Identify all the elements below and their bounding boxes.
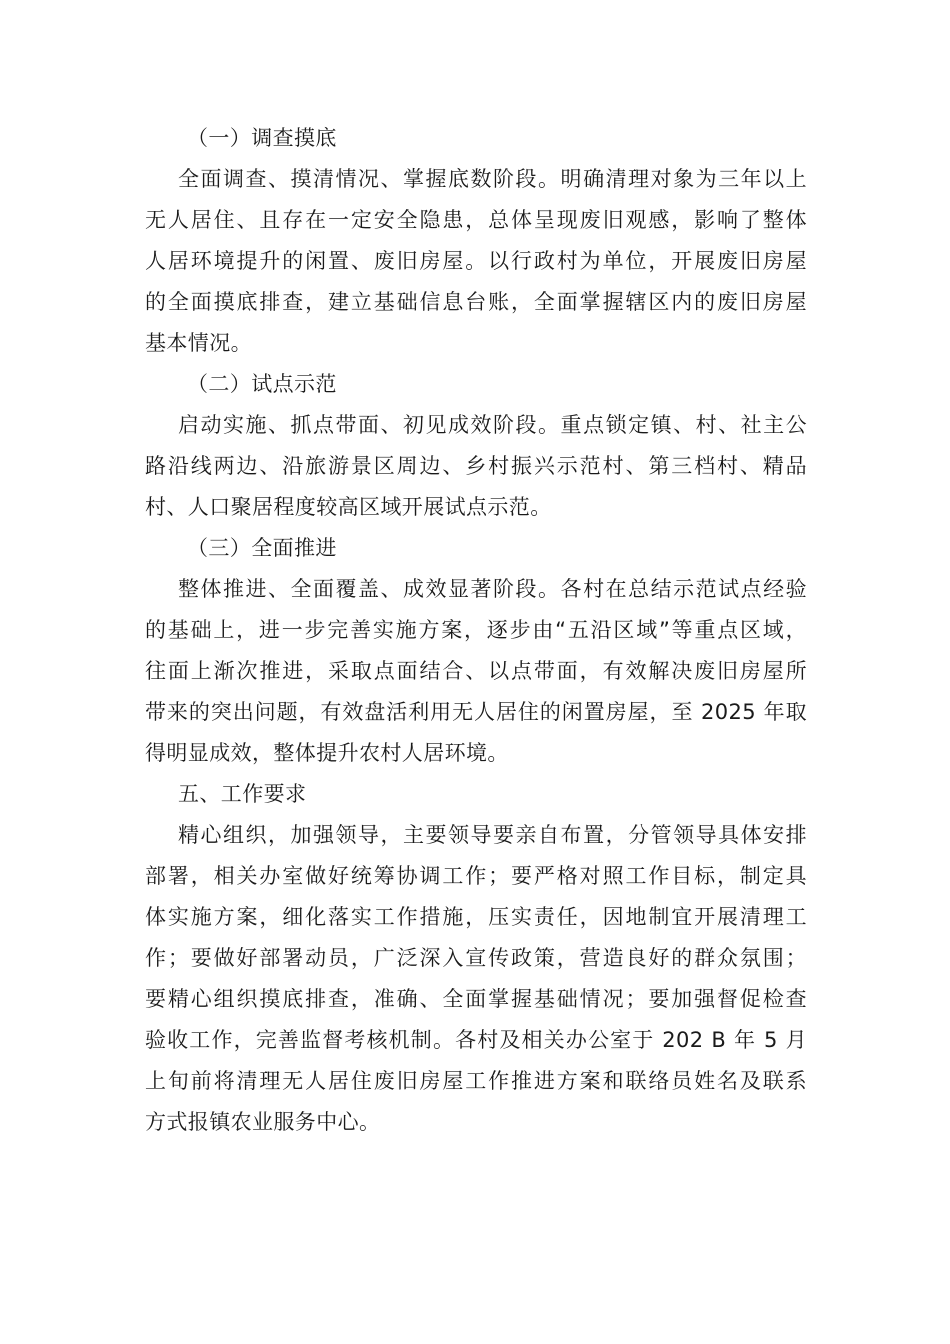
paragraph-line: 方式报镇农业服务中心。 xyxy=(145,1110,381,1134)
paragraph-line: 上旬前将清理无人居住废旧房屋工作推进方案和联络员姓名及联系 xyxy=(145,1069,807,1093)
paragraph-line: 部署，相关办室做好统筹协调工作；要严格对照工作目标，制定具 xyxy=(145,864,807,888)
document-page xyxy=(145,118,807,1143)
paragraph-line: 往面上渐次推进，采取点面结合、以点带面，有效解决废旧房屋所 xyxy=(145,659,807,683)
paragraph-line: 人居环境提升的闲置、废旧房屋。以行政村为单位，开展废旧房屋 xyxy=(145,249,807,273)
paragraph-line: 验收工作，完善监督考核机制。各村及相关办公室于 202 B 年 5 月 xyxy=(145,1028,807,1052)
paragraph-line: 要精心组织摸底排查，准确、全面掌握基础情况；要加强督促检查 xyxy=(145,987,807,1011)
paragraph-line: 整体推进、全面覆盖、成效显著阶段。各村在总结示范试点经验 xyxy=(178,577,807,601)
section-heading-pilot: （二）试点示范 xyxy=(187,372,337,396)
paragraph-line: 启动实施、抓点带面、初见成效阶段。重点锁定镇、村、社主公 xyxy=(178,413,807,437)
paragraph-line: 基本情况。 xyxy=(145,331,252,355)
section-heading-requirements: 五、工作要求 xyxy=(178,782,307,806)
paragraph-line: 精心组织，加强领导，主要领导要亲自布置，分管领导具体安排 xyxy=(178,823,807,847)
paragraph-line: 的全面摸底排查，建立基础信息台账，全面掌握辖区内的废旧房屋 xyxy=(145,290,807,314)
paragraph-line: 无人居住、且存在一定安全隐患，总体呈现废旧观感，影响了整体 xyxy=(145,208,807,232)
paragraph-line: 带来的突出问题，有效盘活利用无人居住的闲置房屋，至 2025 年取 xyxy=(145,700,807,724)
paragraph-line: 路沿线两边、沿旅游景区周边、乡村振兴示范村、第三档村、精品 xyxy=(145,454,807,478)
paragraph-line: 体实施方案，细化落实工作措施，压实责任，因地制宜开展清理工 xyxy=(145,905,807,929)
paragraph-line: 得明显成效，整体提升农村人居环境。 xyxy=(145,741,509,765)
section-heading-advance: （三）全面推进 xyxy=(187,536,337,560)
section-heading-survey: （一）调查摸底 xyxy=(187,126,337,150)
paragraph-line: 村、人口聚居程度较高区域开展试点示范。 xyxy=(145,495,552,519)
paragraph-line: 全面调查、摸清情况、掌握底数阶段。明确清理对象为三年以上 xyxy=(178,167,807,191)
paragraph-line: 作；要做好部署动员，广泛深入宣传政策，营造良好的群众氛围； xyxy=(145,946,807,970)
paragraph-line: 的基础上，进一步完善实施方案，逐步由“五沿区域”等重点区域， xyxy=(145,618,807,642)
